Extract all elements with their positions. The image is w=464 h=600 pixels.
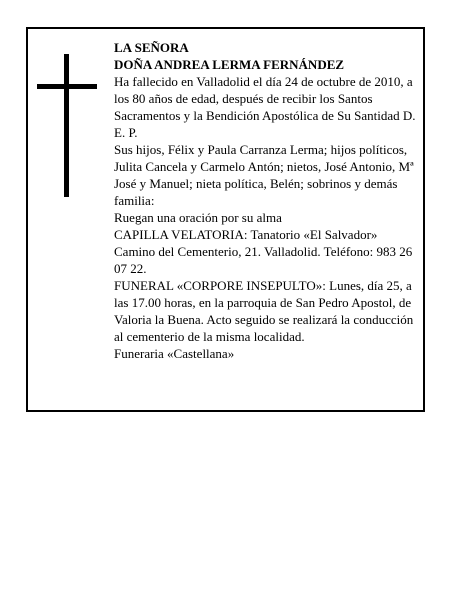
funeral-info: FUNERAL «CORPORE INSEPULTO»: Lunes, día 25, a las 17.00 horas, en la parroquia de San Pedro Apostol, de Valoria la Buena. Acto seguido se realizará la conducción al cementerio de la misma localidad. xyxy=(114,278,414,344)
funeral-home: Funeraria «Castellana» xyxy=(114,346,235,361)
cross-icon xyxy=(37,54,97,197)
notice-body xyxy=(114,39,420,362)
prayer-request: Ruegan una oración por su alma xyxy=(114,210,282,225)
family-list: Sus hijos, Félix y Paula Carranza Lerma; hijos políticos, Julita Cancela y Carmelo Antón; nietos, José Antonio, Mª José y Manuel; nieta política, Belén; sobrinos y demás familia: xyxy=(114,142,414,208)
death-announcement: Ha fallecido en Valladolid el día 24 de octubre de 2010, a los 80 años de edad, después de recibir los Santos Sacramentos y la Bendición Apostólica de Su Santidad D. E. P. xyxy=(114,74,416,140)
notice-heading: LA SEÑORA xyxy=(114,40,189,55)
deceased-name: DOÑA ANDREA LERMA FERNÁNDEZ xyxy=(114,57,345,72)
wake-info: CAPILLA VELATORIA: Tanatorio «El Salvador» Camino del Cementerio, 21. Valladolid. Teléfono: 983 26 07 22. xyxy=(114,227,413,276)
